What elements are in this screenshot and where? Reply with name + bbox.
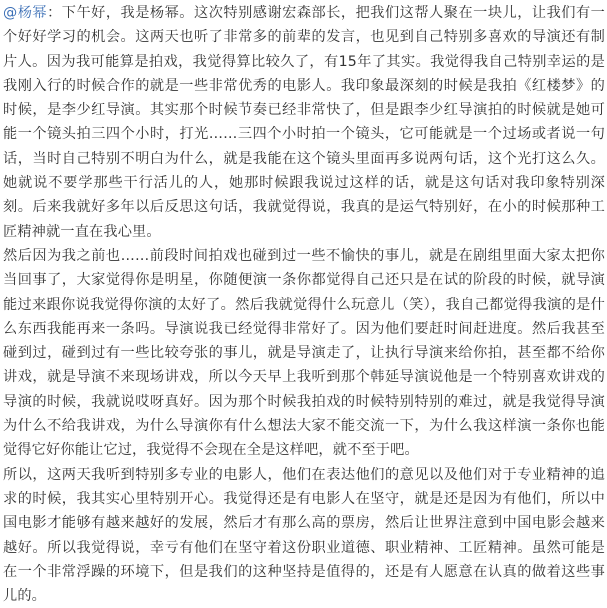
paragraph-text: 所以，这两天我听到特别多专业的电影人，他们在表达他们的意见以及他们对于专业精神的追求的时候，我其实心里特别开心。我觉得还是有电影人在坚守，就是还是因为有他们，所以中国电影才能够有越来越好的发展，然后才有那么高的票房，然后让世界注意到中国电影会越来越好。所以我觉得说，幸亏有他们在坚守着这份职业道德、职业精神、工匠精神。虽然可能是在一个非常浮躁的环境下，但是我们的这种坚持是值得的，还是有人愿意在认真的做着这些事儿的。 (3, 466, 605, 605)
weibo-post (3, 1, 605, 608)
post-paragraph-1 (3, 1, 605, 244)
paragraph-text: 然后因为我之前也……前段时间拍戏也碰到过一些不愉快的事儿，就是在剧组里面大家太把你当回事了，大家觉得你是明星，你随便演一条你都觉得自己还只是在试的阶段的时候，就导演能过来跟你说我觉得你演的太好了。然后我就觉得什么玩意儿（笑），我自己都觉得我演的是什么东西我能再来一条吗。导演说我已经觉得非常好了。因为他们要赶时间赶进度。然后我甚至碰到过，碰到过有一些比较夸张的事儿，就是导演走了，让执行导演来给你拍，甚至都不给你讲戏，就是导演不来现场讲戏，所以今天早上我听到那个韩延导演说他是一个特别喜欢讲戏的导演的时候，我就说哎呀真好。因为那个时候我拍戏的时候特别特别的难过，就是我觉得导演为什么不给我讲戏，为什么导演你有什么想法大家不能交流一下，为什么我这样演一条你也能觉得它好你能让它过，我觉得不会现在全是这样吧，就不至于吧。 (3, 247, 605, 459)
post-paragraph-3 (3, 463, 605, 608)
post-paragraph-2 (3, 244, 605, 463)
mention-separator: ： (47, 5, 62, 21)
user-mention-link[interactable]: @杨幂 (3, 5, 48, 21)
paragraph-text: 下午好，我是杨幂。这次特别感谢宏森部长，把我们这帮人聚在一块儿，让我们有一个好好学习的机会。这两天也听了非常多的前辈的发言，也见到自己特别多喜欢的导演还有制片人。因为我可能算是拍戏，我觉得算比较久了，有15年了其实。我觉得我自己特别幸运的是我刚入行的时候合作的就是一些非常优秀的电影人。我印象最深刻的时候是我拍《红楼梦》的时候，是李少红导演。其实那个时候节奏已经非常快了，但是跟李少红导演拍的时候就是她可能一个镜头拍三四个小时，打光……三四个小时拍一个镜头，它可能就是一个过场或者说一句话，当时自己特别不明白为什么，就是我能在这个镜头里面再多说两句话，这个光打这么久。她就说不要学那些干行活儿的人，她那时候跟我说过这样的话，就是这句话对我印象特别深刻。后来我就好多年以后反思这句话，我就觉得说，我真的是运气特别好，在小的时候那种工匠精神就一直在我心里。 (3, 5, 605, 240)
